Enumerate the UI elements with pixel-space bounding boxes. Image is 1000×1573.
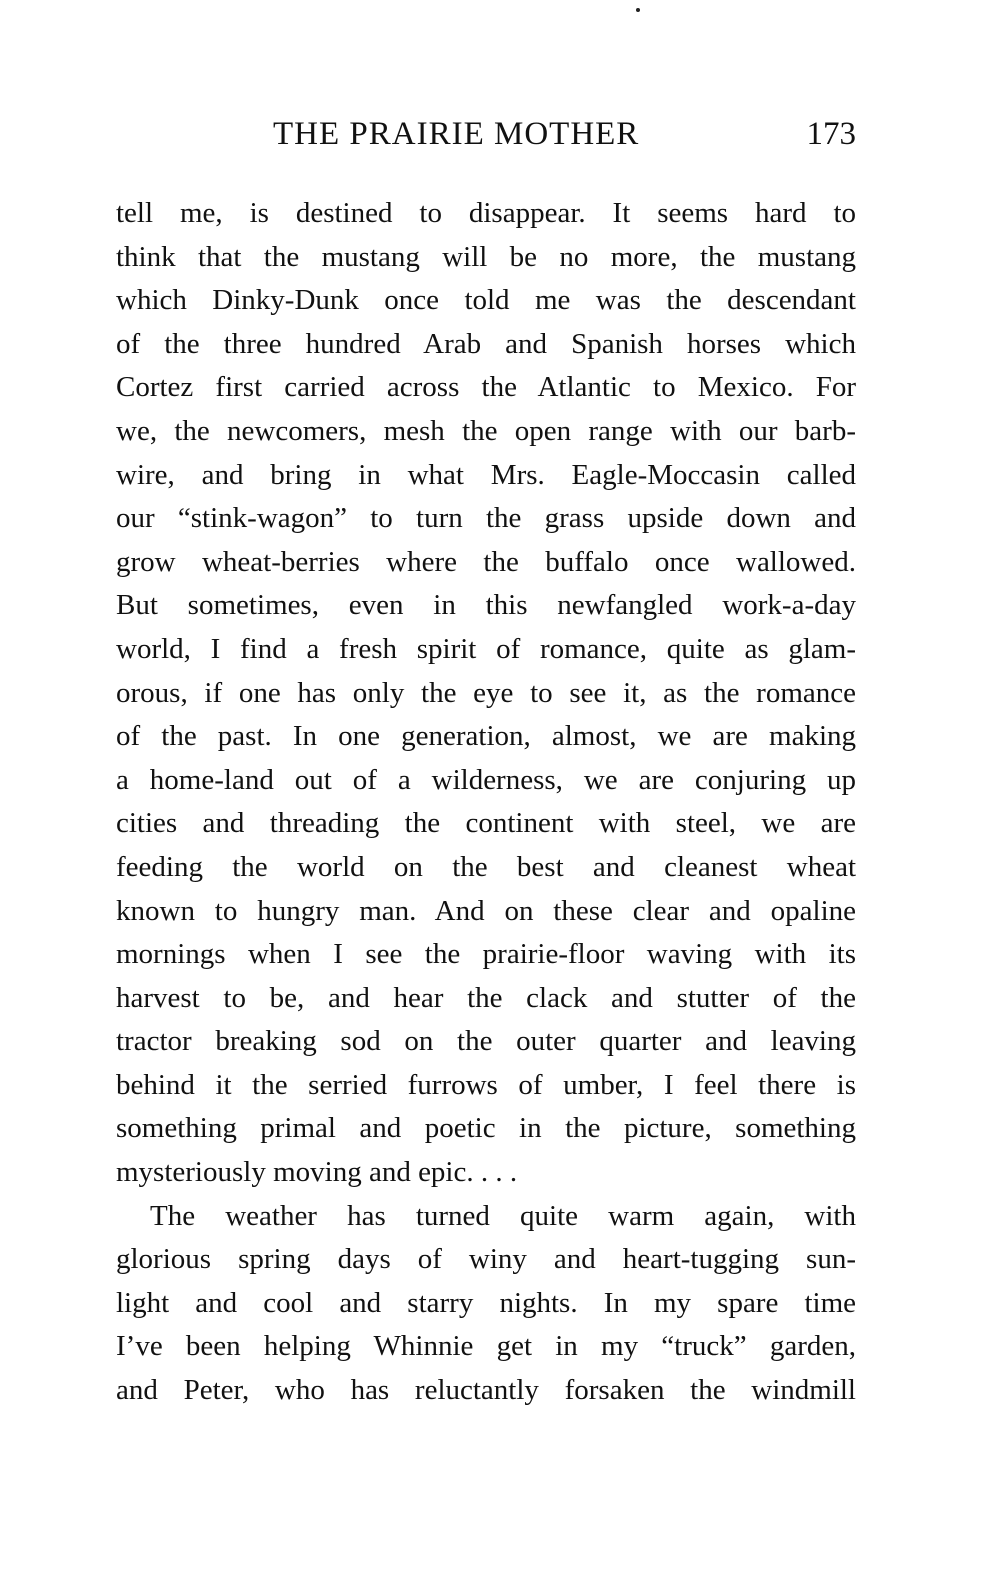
text-line: think that the mustang will be no more, the mustang — [116, 240, 856, 273]
text-line: tractor breaking sod on the outer quarter and leaving — [116, 1025, 856, 1058]
text-line: world, I find a fresh spirit of romance, quite as glam- — [116, 632, 856, 665]
text-line: mysteriously moving and epic. . . . — [116, 1156, 518, 1189]
running-head — [116, 116, 856, 160]
text-line: our “stink-wagon” to turn the grass upside down and — [116, 502, 856, 535]
page-number: 173 — [806, 116, 856, 152]
text-line: orous, if one has only the eye to see it, as the romance — [116, 676, 856, 709]
text-line: harvest to be, and hear the clack and stutter of the — [116, 981, 856, 1014]
text-line: a home-land out of a wilderness, we are conjuring up — [116, 763, 856, 796]
text-line: grow wheat-berries where the buffalo once wallowed. — [116, 545, 856, 578]
text-line: tell me, is destined to disappear. It seems hard to — [116, 197, 856, 229]
text-line: and Peter, who has reluctantly forsaken the windmill — [116, 1374, 856, 1407]
text-line: Cortez first carried across the Atlantic to Mexico. For — [116, 371, 856, 404]
print-speck — [636, 8, 640, 12]
text-line: The weather has turned quite warm again, with — [150, 1199, 856, 1232]
text-line: of the past. In one generation, almost, we are making — [116, 720, 856, 753]
text-line: known to hungry man. And on these clear and opaline — [116, 894, 856, 927]
running-title: THE PRAIRIE MOTHER — [273, 116, 640, 152]
text-line: cities and threading the continent with steel, we are — [116, 807, 856, 840]
text-line: But sometimes, even in this newfangled work-a-day — [116, 589, 856, 622]
text-line: something primal and poetic in the picture, something — [116, 1112, 856, 1145]
text-line: which Dinky-Dunk once told me was the descendant — [116, 284, 856, 317]
body-text — [116, 192, 856, 1413]
text-line: light and cool and starry nights. In my spare time — [116, 1286, 856, 1319]
text-line: glorious spring days of winy and heart-tugging sun- — [116, 1243, 856, 1276]
text-line: wire, and bring in what Mrs. Eagle-Moccasin called — [116, 458, 856, 491]
text-line: mornings when I see the prairie-floor waving with its — [116, 938, 856, 971]
text-line: I’ve been helping Whinnie get in my “truck” garden, — [116, 1330, 856, 1363]
text-line: behind it the serried furrows of umber, I feel there is — [116, 1068, 856, 1101]
text-line: feeding the world on the best and cleanest wheat — [116, 850, 856, 883]
text-line: of the three hundred Arab and Spanish horses which — [116, 327, 856, 360]
text-line: we, the newcomers, mesh the open range with our barb- — [116, 414, 856, 447]
